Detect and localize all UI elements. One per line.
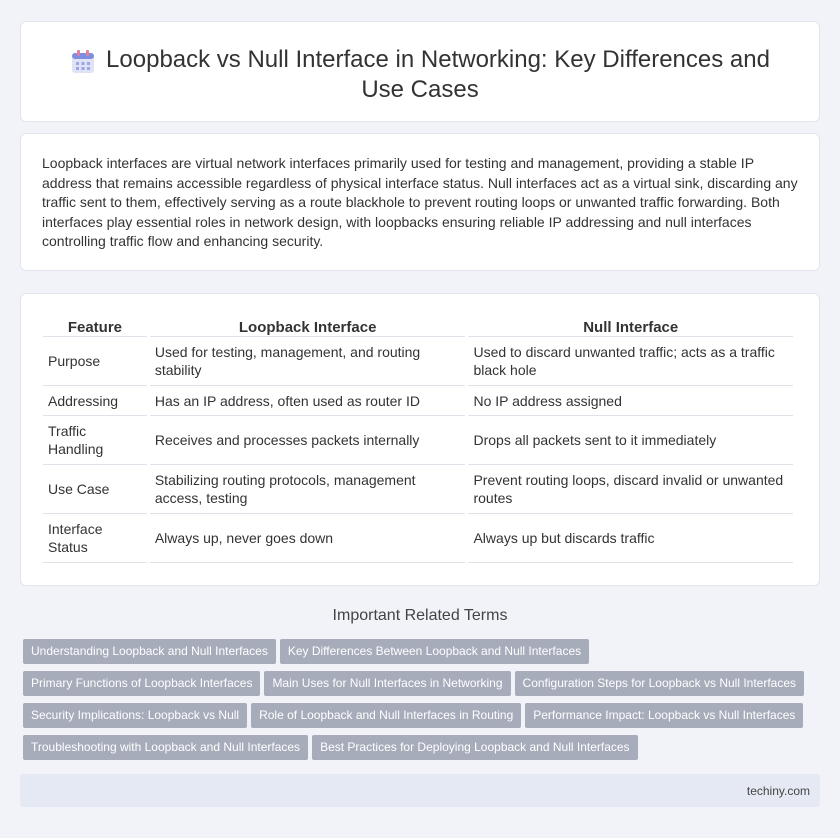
tag-row — [23, 735, 823, 767]
intro-card — [20, 133, 820, 271]
table-cell: Has an IP address, often used as router ID — [150, 386, 466, 416]
related-term-tag[interactable]: Role of Loopback and Null Interfaces in Routing — [251, 703, 521, 728]
table-row — [43, 416, 793, 465]
tag-row — [23, 703, 823, 735]
title-card — [20, 21, 820, 122]
table-cell: No IP address assigned — [468, 386, 793, 416]
related-term-tag[interactable]: Performance Impact: Loopback vs Null Interfaces — [525, 703, 803, 728]
header-loopback: Loopback Interface — [150, 312, 466, 337]
related-term-tag[interactable]: Understanding Loopback and Null Interfaces — [23, 639, 276, 664]
header-null: Null Interface — [468, 312, 793, 337]
table-cell: Receives and processes packets internally — [150, 416, 466, 465]
table-row — [43, 386, 793, 416]
table-row — [43, 514, 793, 563]
table-cell: Used for testing, management, and routing stability — [150, 337, 466, 386]
tag-row — [23, 671, 823, 703]
table-row — [43, 337, 793, 386]
related-term-tag[interactable]: Primary Functions of Loopback Interfaces — [23, 671, 260, 696]
header-feature: Feature — [43, 312, 147, 337]
table-cell: Always up, never goes down — [150, 514, 466, 563]
related-term-tag[interactable]: Main Uses for Null Interfaces in Networking — [264, 671, 510, 696]
table-cell: Drops all packets sent to it immediately — [468, 416, 793, 465]
table-cell: Traffic Handling — [43, 416, 147, 465]
comparison-table — [40, 312, 796, 563]
table-cell: Prevent routing loops, discard invalid or unwanted routes — [468, 465, 793, 514]
title-wrap — [61, 45, 779, 104]
table-cell: Always up but discards traffic — [468, 514, 793, 563]
table-cell: Stabilizing routing protocols, management access, testing — [150, 465, 466, 514]
table-row — [43, 465, 793, 514]
footer — [20, 774, 820, 807]
related-term-tag[interactable]: Configuration Steps for Loopback vs Null Interfaces — [515, 671, 804, 696]
tag-row — [23, 639, 823, 671]
related-term-tag[interactable]: Best Practices for Deploying Loopback and Null Interfaces — [312, 735, 638, 760]
related-term-tag[interactable]: Security Implications: Loopback vs Null — [23, 703, 247, 728]
table-header-row — [43, 312, 793, 337]
table-cell: Interface Status — [43, 514, 147, 563]
table-cell: Used to discard unwanted traffic; acts as a traffic black hole — [468, 337, 793, 386]
calendar-icon — [70, 49, 96, 75]
intro-paragraph: Loopback interfaces are virtual network interfaces primarily used for testing and management, providing a stable IP address that remains accessible regardless of physical interface status. Null interfaces act as a virtual sink, discarding any traffic sent to them, effectively serving as a route blackhole to prevent routing loops or unwanted traffic forwarding. Both interfaces play essential roles in network design, with loopbacks ensuring reliable IP addressing and null interfaces controlling traffic flow and enhancing security. — [42, 155, 798, 249]
table-cell: Purpose — [43, 337, 147, 386]
related-terms-tags — [23, 639, 823, 767]
related-terms-heading: Important Related Terms — [332, 607, 508, 624]
page-title: Loopback vs Null Interface in Networking: Key Differences and Use Cases — [106, 46, 770, 103]
related-term-tag[interactable]: Key Differences Between Loopback and Null Interfaces — [280, 639, 589, 664]
table-cell: Addressing — [43, 386, 147, 416]
footer-site-link[interactable]: techiny.com — [746, 784, 810, 798]
related-term-tag[interactable]: Troubleshooting with Loopback and Null Interfaces — [23, 735, 308, 760]
comparison-table-card — [20, 293, 820, 586]
table-cell: Use Case — [43, 465, 147, 514]
